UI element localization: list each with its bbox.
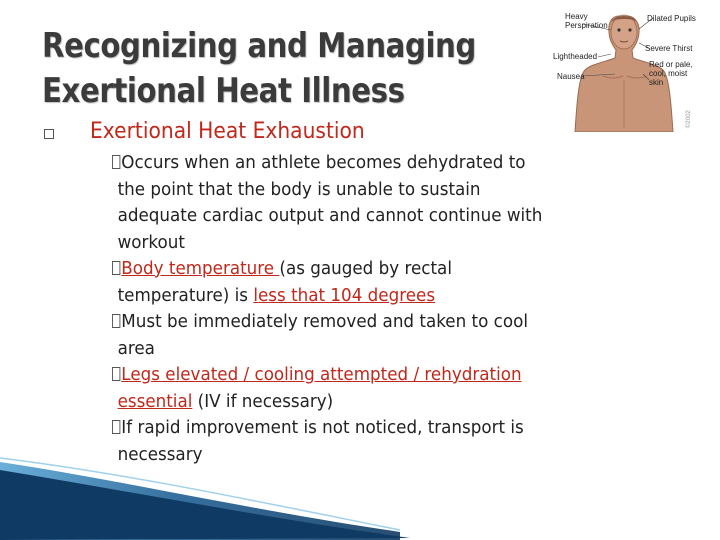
bullet-text: (as gauged by rectal bbox=[279, 258, 452, 279]
title-line-2: Exertional Heat Illness bbox=[42, 71, 405, 111]
label-dilated-pupils: Dilated Pupils bbox=[647, 14, 696, 23]
checkbox-bullet-icon bbox=[112, 314, 120, 328]
label-nausea: Nausea bbox=[557, 72, 585, 81]
bullet-emphasis: Body temperature bbox=[121, 258, 280, 279]
checkbox-bullet-icon bbox=[112, 367, 120, 381]
bullet-line bbox=[112, 177, 633, 204]
bullet-list bbox=[112, 150, 672, 468]
bullet-line bbox=[112, 415, 633, 442]
title-line-1: Recognizing and Managing bbox=[42, 26, 476, 66]
decorative-swoosh bbox=[0, 440, 720, 540]
bullet-text: Must be immediately removed and taken to cool bbox=[121, 311, 529, 332]
bullet-text: area bbox=[117, 337, 155, 359]
bullet-line bbox=[112, 230, 633, 257]
bullet-line bbox=[112, 283, 633, 310]
checkbox-bullet-icon bbox=[112, 420, 120, 434]
bullet-text: workout bbox=[117, 231, 185, 253]
bullet-emphasis: essential bbox=[117, 390, 193, 412]
bullet-line bbox=[112, 150, 633, 177]
checkbox-bullet-icon bbox=[112, 261, 120, 275]
bullet-text: temperature) is bbox=[117, 284, 254, 306]
bullet-text: the point that the body is unable to sustain bbox=[117, 178, 481, 200]
bullet-text: Occurs when an athlete becomes dehydrated to bbox=[121, 152, 526, 173]
checkbox-bullet-icon bbox=[44, 129, 54, 139]
bullet-line bbox=[112, 336, 633, 363]
bullet-line bbox=[112, 256, 633, 283]
section-heading: Exertional Heat Exhaustion bbox=[90, 119, 365, 144]
bullet-line bbox=[112, 309, 633, 336]
bullet-text: (IV if necessary) bbox=[192, 390, 334, 412]
bullet-text: If rapid improvement is not noticed, transport is bbox=[121, 417, 524, 438]
bullet-line bbox=[112, 362, 633, 389]
label-lightheaded: Lightheaded bbox=[553, 52, 598, 61]
bullet-line bbox=[112, 389, 633, 416]
bullet-item bbox=[112, 309, 672, 362]
checkbox-bullet-icon bbox=[112, 155, 120, 169]
slide-title bbox=[42, 24, 476, 114]
label-severe-thirst: Severe Thirst bbox=[645, 44, 693, 53]
bullet-item bbox=[112, 362, 672, 415]
label-skin: Red or pale, cool, moist skin bbox=[649, 60, 693, 87]
bullet-line bbox=[112, 203, 633, 230]
bullet-item bbox=[112, 150, 672, 256]
label-heavy-perspiration: Heavy Perspiration bbox=[565, 12, 608, 30]
bullet-emphasis: Legs elevated / cooling attempted / rehydration bbox=[121, 364, 522, 385]
bullet-text: adequate cardiac output and cannot continue with bbox=[117, 205, 543, 226]
bullet-item bbox=[112, 256, 672, 309]
heat-exhaustion-figure bbox=[553, 10, 699, 132]
svg-text:©2002: ©2002 bbox=[686, 110, 692, 128]
bullet-text: necessary bbox=[117, 443, 203, 465]
bullet-emphasis: less that 104 degrees bbox=[253, 284, 436, 306]
